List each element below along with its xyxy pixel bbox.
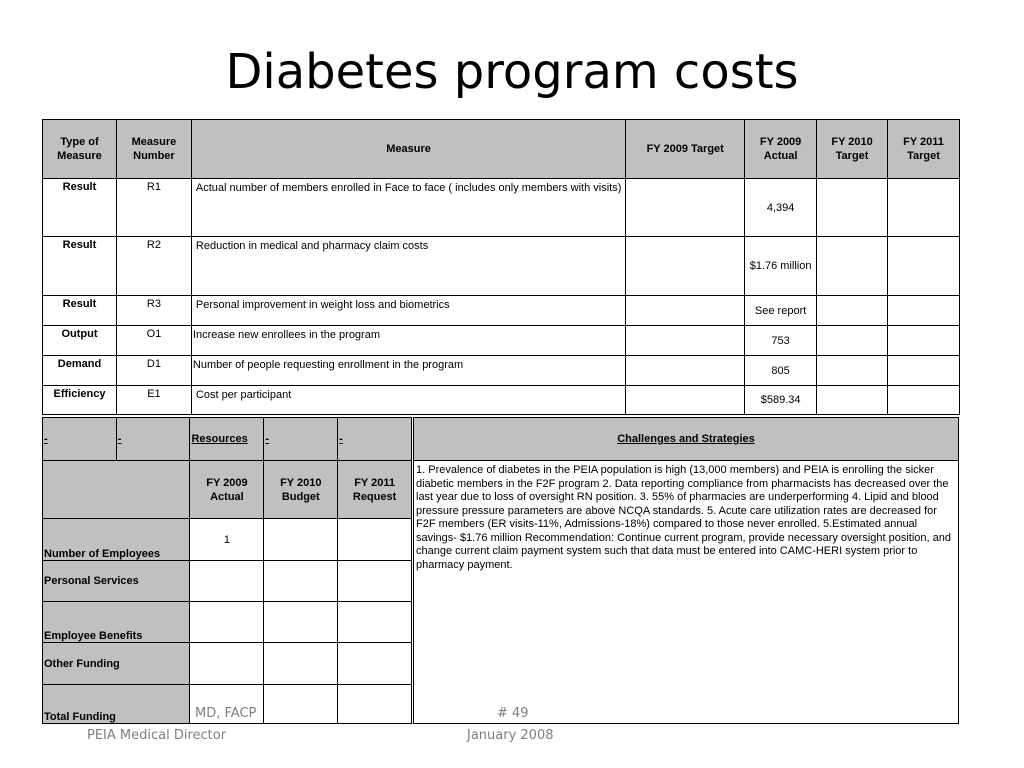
fy2009-actual-cell: 4,394 [745,179,817,237]
dash-text: - [117,433,122,445]
fy2009-actual-cell [190,643,264,685]
fy2009-actual-cell: $589.34 [745,386,817,415]
table-row [43,296,960,326]
fy2009-actual-cell: See report [745,296,817,326]
type-cell: Result [43,237,117,296]
row-label: Total Funding [43,685,190,724]
fy2009-actual-cell: 753 [745,326,817,356]
header-fy2010-budget: FY 2010 Budget [264,461,338,519]
header-fy2009-actual: FY 2009 Actual [745,120,817,179]
row-label: Personal Services [43,561,190,602]
fy2010-target-cell [817,179,888,237]
header-fy2011-request: FY 2011 Request [338,461,412,519]
dash-cell [264,418,338,461]
footer-credential: MD, FACP [195,706,257,721]
resources-header-blank [43,461,190,519]
fy2010-target-cell [817,296,888,326]
fy2011-target-cell [888,386,960,415]
dash-text: - [265,433,270,445]
table-row [43,519,412,561]
fy2010-target-cell [817,237,888,296]
type-cell: Efficiency [43,386,117,415]
fy2009-actual-cell [190,602,264,643]
fy2011-request-cell [338,602,412,643]
dash-text: - [44,433,48,445]
fy2009-target-cell [626,326,745,356]
fy2011-target-cell [888,179,960,237]
table-row [43,326,960,356]
row-label: Other Funding [43,643,190,685]
number-cell: R3 [116,296,191,326]
number-cell: O1 [116,326,191,356]
fy2011-target-cell [888,296,960,326]
table-row [43,237,960,296]
type-cell: Output [43,326,117,356]
fy2010-budget-cell [264,643,338,685]
resources-table [42,417,412,724]
type-cell: Result [43,179,117,237]
table-row [43,179,960,237]
type-cell: Demand [43,356,117,386]
challenges-panel [413,417,959,724]
header-measure: Measure [191,120,625,179]
challenges-title: Challenges and Strategies [414,418,958,461]
fy2009-actual-cell [190,561,264,602]
fy2009-actual-cell: 805 [745,356,817,386]
fy2010-budget-cell [264,685,338,724]
row-label: Employee Benefits [43,602,190,643]
fy2009-target-cell [626,237,745,296]
dash-text: - [339,433,343,445]
fy2009-target-cell [626,296,745,326]
fy2009-target-cell [626,356,745,386]
measure-cell: Reduction in medical and pharmacy claim costs [191,237,625,296]
header-fy2010-target: FY 2010 Target [817,120,888,179]
fy2011-target-cell [888,237,960,296]
fy2010-budget-cell [264,519,338,561]
fy2009-actual-cell: $1.76 million [745,237,817,296]
fy2011-request-cell [338,561,412,602]
fy2010-target-cell [817,386,888,415]
type-cell: Result [43,296,117,326]
fy2009-target-cell [626,179,745,237]
footer-page-number: # 49 [497,706,529,721]
fy2009-actual-cell: 1 [190,519,264,561]
footer-role: PEIA Medical Director [87,728,227,743]
slide-title: Diabetes program costs [225,44,799,100]
header-fy2009-actual: FY 2009 Actual [190,461,264,519]
table-row [43,602,412,643]
dash-cell [338,418,412,461]
header-fy2011-target: FY 2011 Target [888,120,960,179]
table-row [43,643,412,685]
fy2011-target-cell [888,326,960,356]
row-label: Number of Employees [43,519,190,561]
measure-cell: Number of people requesting enrollment in the program [191,356,625,386]
fy2010-target-cell [817,326,888,356]
resources-title: Resources [191,433,248,445]
fy2010-budget-cell [264,602,338,643]
measure-cell: Actual number of members enrolled in Face to face ( includes only members with visits) [191,179,625,237]
number-cell: R1 [116,179,191,237]
fy2010-target-cell [817,356,888,386]
footer-date: January 2008 [467,728,554,743]
fy2011-request-cell [338,685,412,724]
number-cell: E1 [116,386,191,415]
fy2011-request-cell [338,643,412,685]
table-row [43,386,960,415]
header-type-of-measure: Type of Measure [43,120,117,179]
measure-cell: Increase new enrollees in the program [191,326,625,356]
fy2009-target-cell [626,386,745,415]
resources-title-cell [190,418,264,461]
number-cell: R2 [116,237,191,296]
measure-cell: Personal improvement in weight loss and biometrics [191,296,625,326]
measures-table [42,119,960,415]
table-row [43,356,960,386]
dash-cell [43,418,117,461]
fy2010-budget-cell [264,561,338,602]
challenges-text: 1. Prevalence of diabetes in the PEIA population is high (13,000 members) and PEIA is enrolling the sicker diabetic members in the F2F program 2. Data reporting compliance from pharmacists has decreased over the last year due to loss of oversight RN position. 3. 55% of pharmacies are underperforming 4. Lipid and blood pressure pressure parameters are above NCQA standards. 5. Acute care utilization rates are decreased for F2F members (ER visits-11%, Admissions-18%) compared to those never enrolled. 5.Estimated annual savings- $1.76 million Recommendation: Continue current program, provide necessary oversight position, and change current claim payment system such that data must be entered into CAMC-HERI system prior to pharmacy payment. [416,464,951,571]
fy2011-request-cell [338,519,412,561]
measure-cell: Cost per participant [191,386,625,415]
header-fy2009-target: FY 2009 Target [626,120,745,179]
header-measure-number: Measure Number [116,120,191,179]
number-cell: D1 [116,356,191,386]
dash-cell [116,418,190,461]
table-row [43,561,412,602]
fy2011-target-cell [888,356,960,386]
